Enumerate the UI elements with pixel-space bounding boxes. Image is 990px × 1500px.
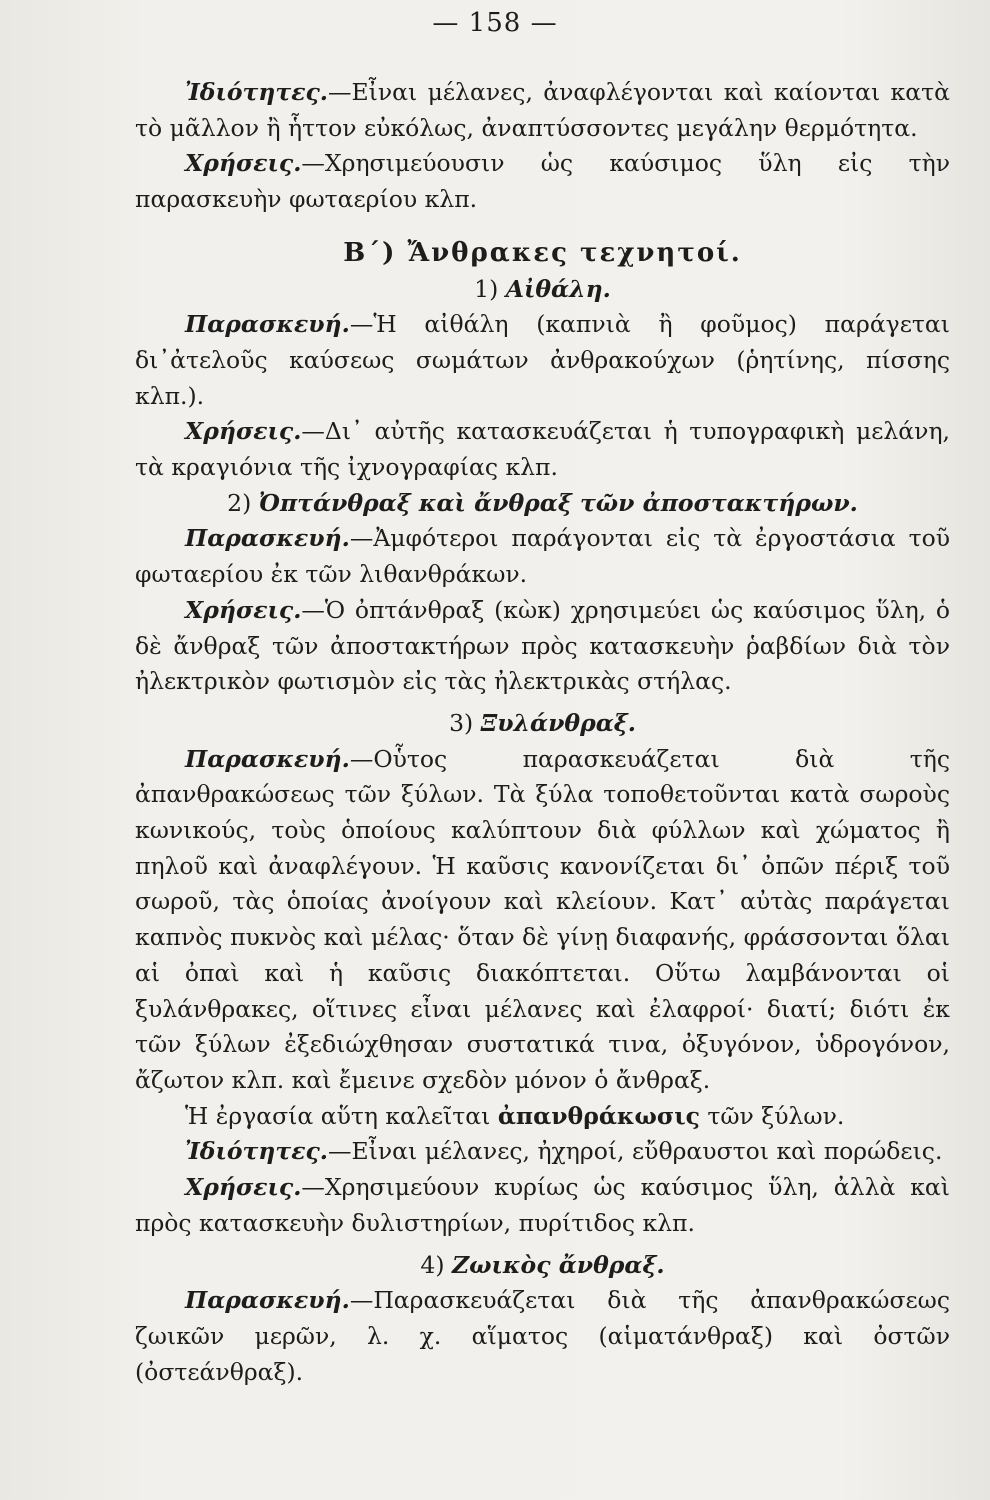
paragraph-text: —Ἀμφότεροι παράγονται εἰς τὰ ἐργοστάσια τοῦ φωταερίου ἐκ τῶν λιθανθράκων. (135, 524, 950, 589)
paragraph-text: —Χρησιμεύουσιν ὡς καύσιμος ὕλη εἰς τὴν παρασκευὴν φωταερίου κλπ. (135, 149, 950, 214)
subsection-heading: 2) Ὀπτάνθραξ καὶ ἄνθραξ τῶν ἀποστακτήρων. (227, 488, 858, 517)
paragraph-label: Χρήσεις. (185, 595, 302, 624)
paragraph-text: —Οὗτος παρασκευάζεται διὰ τῆς ἀπανθρακώσεως τῶν ξύλων. Τὰ ξύλα τοποθετοῦνται κατὰ σωροὺς κωνικούς, τοὺς ὁποίους καλύπτουν διὰ φύλλων καὶ χώματος ἢ πηλοῦ καὶ ἀναφλέγουν. Ἡ καῦσις κανονίζεται δι᾽ ὀπῶν πέριξ τοῦ σωροῦ, τὰς ὁποίας ἀνοίγουν καὶ κλείουν. Κατ᾽ αὐτὰς παράγεται καπνὸς πυκνὸς καὶ μέλας· ὅταν δὲ γίνῃ διαφανής, φράσσονται ὅλαι αἱ ὀπαὶ καὶ ἡ καῦσις διακόπτεται. Οὕτω λαμβάνονται οἱ ξυλάνθρακες, οἵτινες εἶναι μέλανες καὶ ἐλαφροί· διατί; διότι ἐκ τῶν ξύλων ἐξεδιώχθησαν συστατικά τινα, ὀξυγόνον, ὑδρογόνον, ἄζωτον κλπ. καὶ ἔμεινε σχεδὸν μόνον ὁ ἄνθραξ. (135, 744, 950, 1094)
paragraph (135, 146, 950, 217)
paragraph (135, 75, 950, 146)
paragraph-text: —Παρασκευάζεται διὰ τῆς ἀπανθρακώσεως ζωικῶν μερῶν, λ. χ. αἵματος (αἱματάνθραξ) καὶ ὀστῶν (ὀστεάνθραξ). (135, 1286, 950, 1386)
paragraph-label: Παρασκευή. (185, 310, 350, 339)
paragraph (135, 521, 950, 592)
page-text (135, 75, 950, 1390)
paragraph-label: Παρασκευή. (185, 524, 350, 553)
paragraph-label: Χρήσεις. (185, 417, 302, 446)
paragraph-label: Χρήσεις. (185, 1173, 302, 1202)
paragraph-label: Παρασκευή. (185, 1286, 350, 1315)
paragraph (135, 593, 950, 700)
paragraph-text: —Εἶναι μέλανες, ἠχηροί, εὔθραυστοι καὶ πορώδεις. (328, 1137, 943, 1166)
paragraph-label: Παρασκευή. (185, 744, 350, 773)
paragraph-text: —Δι᾽ αὐτῆς κατασκευάζεται ἡ τυπογραφικὴ μελάνη, τὰ κραγιόνια τῆς ἰχνογραφίας κλπ. (135, 417, 950, 482)
subsection-heading: 3) Ξυλάνθραξ. (449, 708, 636, 737)
paragraph (135, 1134, 950, 1170)
paragraph-text: —Χρησιμεύουν κυρίως ὡς καύσιμος ὕλη, ἀλλὰ καὶ πρὸς κατασκευὴν δυλιστηρίων, πυρίτιδος κλπ. (135, 1173, 950, 1237)
page-number: — 158 — (432, 8, 558, 38)
paragraph-label: Ἰδιότητες. (185, 78, 328, 106)
paragraph-text: —Εἶναι μέλανες, ἀναφλέγονται καὶ καίονται κατὰ τὸ μᾶλλον ἢ ἧττον εὐκόλως, ἀναπτύσσοντες μεγάλην θερμότητα. (135, 78, 950, 142)
paragraph (135, 742, 950, 1099)
paragraph (135, 414, 950, 485)
bold-term: ἀπανθράκωσις (497, 1101, 700, 1130)
paragraph-label: Χρήσεις. (185, 149, 302, 178)
paragraph-label: Ἰδιότητες. (185, 1137, 328, 1166)
paragraph (135, 1283, 950, 1390)
paragraph (135, 1170, 950, 1241)
section-heading: Β΄) Ἄνθρακες τεχνητοί. (343, 237, 742, 268)
paragraph-text: —Ὁ ὀπτάνθραξ (κὼκ) χρησιμεύει ὡς καύσιμος ὕλη, ὁ δὲ ἄνθραξ τῶν ἀποστακτήρων πρὸς κατασκευὴν ῥαβδίων διὰ τὸν ἠλεκτρικὸν φωτισμὸν εἰς τὰς ἠλεκτρικὰς στήλας. (135, 595, 950, 696)
subsection-heading: 4) Ζωικὸς ἄνθραξ. (420, 1250, 665, 1279)
subsection-heading: 1) Αἰθάλη. (474, 274, 611, 303)
paragraph: Ἡ ἐργασία αὕτη καλεῖται ἀπανθράκωσις τῶν ξύλων. (185, 1101, 845, 1130)
paragraph-text: —Ἡ αἰθάλη (καπνιὰ ἢ φοῦμος) παράγεται δι᾽ἀτελοῦς καύσεως σωμάτων ἀνθρακούχων (ῥητίνης, πίσσης κλπ.). (135, 310, 950, 410)
paragraph (135, 307, 950, 414)
